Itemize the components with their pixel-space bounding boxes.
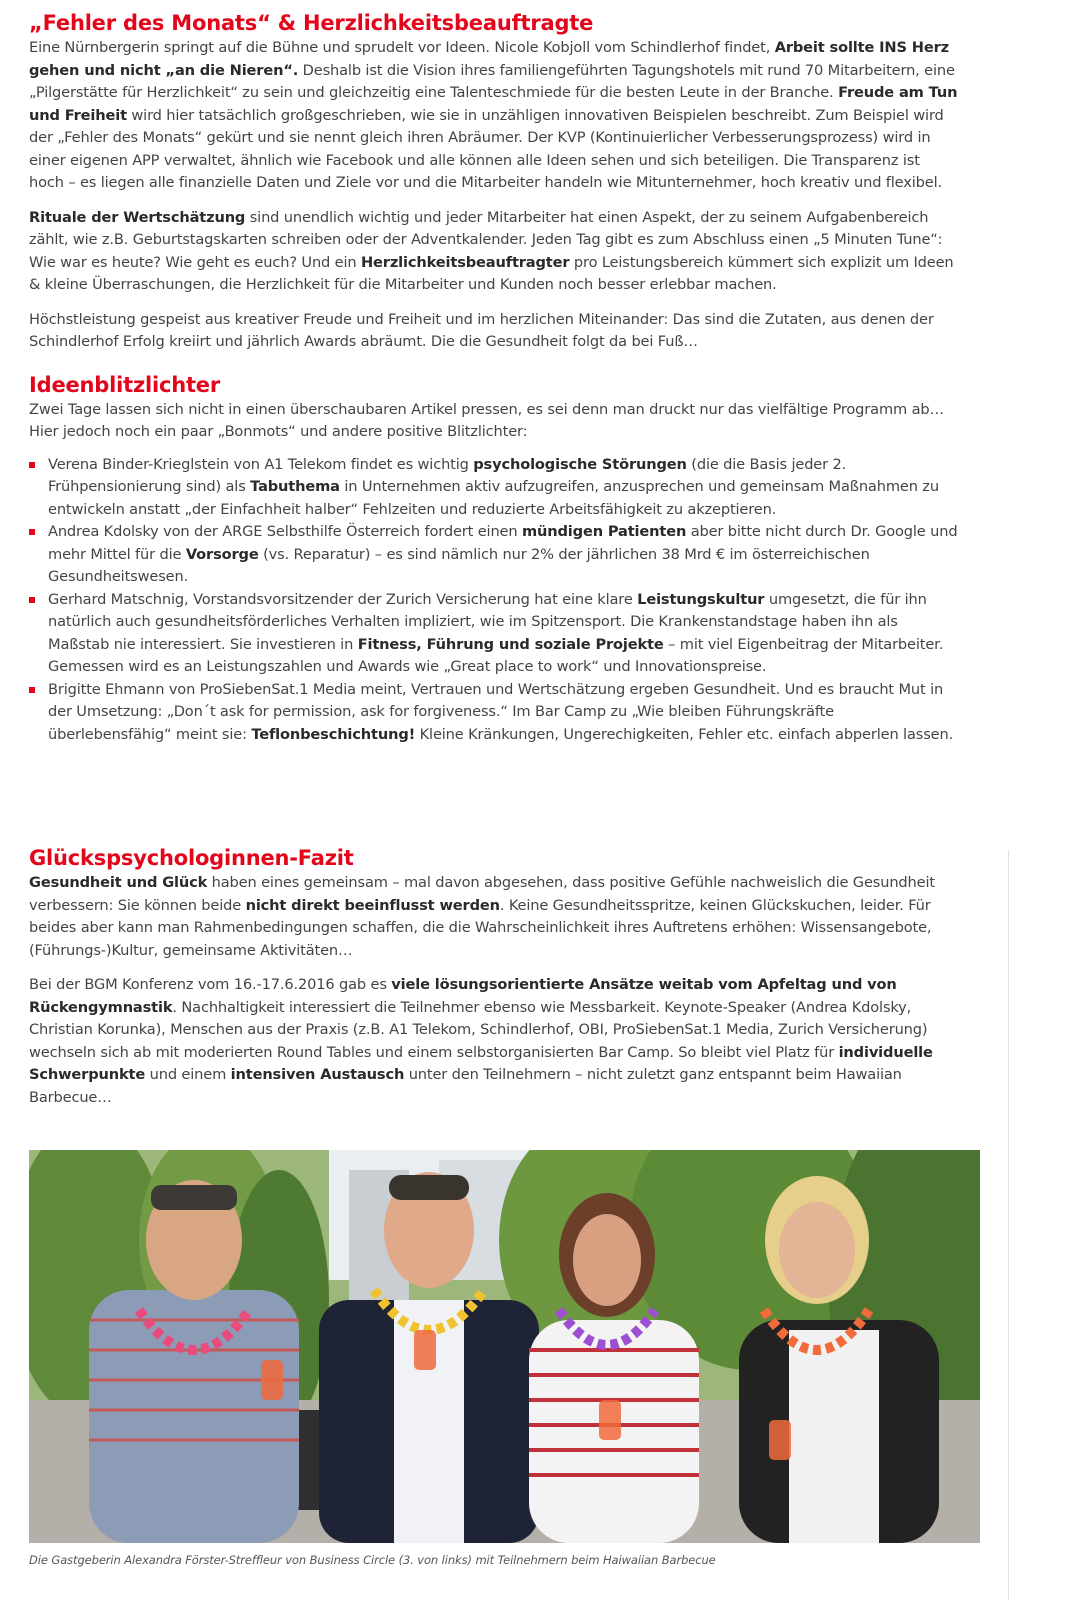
list-item: [29, 679, 959, 747]
section-ideenblitzlichter: [29, 372, 959, 747]
section-heading: Glückspsychologinnen-Fazit: [29, 846, 354, 870]
section-glueckspsychologinnen-fazit: [29, 845, 964, 1109]
list-item: [29, 589, 959, 679]
bold-text: Vorsorge: [185, 545, 259, 563]
bullet-list: [29, 454, 959, 747]
bullet-icon: [29, 462, 35, 468]
paragraph: [29, 207, 959, 297]
text-run: Eine Nürnbergerin springt auf die Bühne und sprudelt vor Ideen. Nicole Kobjoll vom Schindlerhof findet,: [29, 39, 775, 56]
article-lower: [29, 845, 964, 1123]
text-run: umgesetzt, die für ihn natürlich auch gesundheitsförderliches Verhalten impliziert, wie im Spitzensport. Die Krankenstandstage haben ihn als Maßstab nie interessiert. Sie investieren in: [48, 590, 927, 653]
text-run: Bei der BGM Konferenz vom 16.-17.6.2016 gab es: [29, 976, 392, 993]
text-run: Gerhard Matschnig, Vorstandsvorsitzender der Zurich Versicherung hat eine klare: [48, 590, 638, 608]
text-run: in Unternehmen aktiv aufzugreifen, anzusprechen und gemeinsam Maßnahmen zu entwickeln anstatt „der Einfachheit halber“ Fehlzeiten und reduzierte Arbeitsfähigkeit zu akzeptieren.: [48, 478, 939, 518]
paragraph: [29, 37, 959, 195]
bold-text: Herzlichkeitsbeauftragter: [360, 253, 570, 271]
list-item-text: [48, 456, 939, 518]
text-run: Zwei Tage lassen sich nicht in einen überschaubaren Artikel pressen, es sei denn man druckt nur das vielfältige Programm ab… Hier jedoch noch ein paar „Bonmots“ und andere positive Blitzlichter:: [29, 400, 944, 440]
bold-text: psychologische Störungen: [473, 455, 687, 473]
bold-text: Arbeit sollte INS Herz gehen und nicht „an die Nieren“.: [29, 39, 949, 79]
section-heading: Ideenblitzlichter: [29, 372, 221, 397]
text-run: Deshalb ist die Vision ihres familiengeführten Tagungshotels mit rund 70 Mitarbeitern, eine „Pilgerstätte für Herzlichkeit“ zu sein und gleichzeitig eine Talenteschmiede für die besten Leute in der Branche.: [29, 61, 955, 101]
text-run: unter den Teilnehmern – nicht zuletzt ganz entspannt beim Hawaiian Barbecue…: [29, 1066, 902, 1106]
bold-text: Leistungskultur: [637, 590, 765, 608]
paragraph: [29, 399, 959, 444]
bold-text: viele lösungsorientierte Ansätze weitab vom Apfeltag und von Rückengymnastik: [29, 976, 897, 1016]
divider-line: [1008, 850, 1009, 1600]
text-run: haben eines gemeinsam – mal davon abgesehen, dass positive Gefühle nachweislich die Gesundheit verbessern: Sie können beide: [29, 874, 935, 914]
paragraph: [29, 872, 964, 962]
text-run: – mit viel Eigenbeitrag der Mitarbeiter. Gemessen wird es an Leistungszahlen und Awards wie „Great place to work“ und Innovationspreise.: [48, 635, 944, 675]
bold-text: intensiven Austausch: [230, 1066, 405, 1083]
text-run: Verena Binder-Krieglstein von A1 Telekom findet es wichtig: [48, 455, 474, 473]
text-run: Höchstleistung gespeist aus kreativer Freude und Freiheit und im herzlichen Miteinander: Das sind die Zutaten, aus denen der Schindlerhof Erfolg kreiirt und jährlich Awards abräumt. Die die Gesundheit folgt da bei Fuß…: [29, 310, 934, 350]
list-item-text: [48, 591, 943, 676]
text-run: . Keine Gesundheitsspritze, keinen Glückskuchen, leider. Für beides aber kann man Rahmenbedingungen schaffen, die die Wahrscheinlichkeit ihres Auftretens erhöhen: Wissensangebote, (Führungs-)Kultur, gemeinsame Aktivitäten…: [29, 896, 932, 959]
text-run: Brigitte Ehmann von ProSiebenSat.1 Media meint, Vertrauen und Wertschätzung ergeben Gesundheit. Und es braucht Mut in der Umsetzung: „Don´t ask for permission, ask for forgiveness.“ Im Bar Camp zu „Wie bleiben Führungskräfte überlebensfähig“ meint sie:: [48, 680, 944, 743]
list-item-text: [48, 523, 957, 585]
event-photo: [29, 1150, 980, 1543]
bold-text: mündigen Patienten: [521, 523, 687, 540]
bold-text: Rituale der Wertschätzung: [29, 208, 246, 226]
text-run: aber bitte nicht durch Dr. Google und mehr Mittel für die: [48, 523, 958, 563]
paragraph: [29, 309, 959, 354]
text-run: Andrea Kdolsky von der ARGE Selbsthilfe Österreich fordert einen: [48, 523, 522, 540]
list-item-text: [48, 681, 953, 743]
bullet-icon: [29, 597, 35, 603]
text-run: (vs. Reparatur) – es sind nämlich nur 2% der jährlichen 38 Mrd € im österreichischen Gesundheitswesen.: [48, 545, 870, 585]
bold-text: nicht direkt beeinflusst werden: [245, 896, 500, 914]
bold-text: Fitness, Führung und soziale Projekte: [357, 635, 664, 653]
paragraph: [29, 974, 964, 1109]
text-run: pro Leistungsbereich kümmert sich explizit um Ideen & kleine Überraschungen, die Herzlichkeit für die Mitarbeiter und Kunden noch besser erlebbar machen.: [29, 253, 954, 293]
text-run: und einem: [145, 1066, 231, 1083]
bullet-icon: [29, 687, 35, 693]
text-run: wird hier tatsächlich großgeschrieben, wie sie in unzähligen innovativen Beispielen beschreibt. Zum Beispiel wird der „Fehler des Monats“ gekürt und sie nennt gleich ihren Abräumer. Der KVP (Kontinuierlicher Verbesserungsprozess) wird in einer eigenen APP verwaltet, ähnlich wie Facebook und alle können alle Ideen sehen und sich beteiligen. Die Transparenz ist hoch – es liegen alle finanzielle Daten und Ziele vor und die Mitarbeiter handeln wie Mitunternehmer, hoch kreativ und flexibel.: [29, 106, 944, 191]
article-upper: [29, 10, 959, 760]
bullet-icon: [29, 529, 35, 535]
bold-text: individuelle Schwerpunkte: [29, 1043, 933, 1083]
text-run: (die die Basis jeder 2. Frühpensionierung sind) als: [48, 455, 847, 495]
bold-text: Gesundheit und Glück: [29, 874, 208, 891]
bold-text: Teflonbeschichtung!: [251, 725, 416, 743]
section-heading: „Fehler des Monats“ & Herzlichkeitsbeauftragte: [29, 11, 594, 35]
bold-text: Tabuthema: [250, 478, 340, 495]
photo-illustration: [29, 1150, 980, 1543]
text-run: Kleine Kränkungen, Ungerechigkeiten, Fehler etc. einfach abperlen lassen.: [415, 725, 954, 743]
text-run: . Nachhaltigkeit interessiert die Teilnehmer ebenso wie Messbarkeit. Keynote-Speaker (Andrea Kdolsky, Christian Korunka), Menschen aus der Praxis (z.B. A1 Telekom, Schindlerhof, OBI, ProSiebenSat.1 Media, Zurich Versicherung) wechseln sich ab mit moderierten Round Tables und einem selbstorganisierten Bar Camp. So bleibt viel Platz für: [29, 998, 928, 1061]
photo-caption: Die Gastgeberin Alexandra Förster-Streffleur von Business Circle (3. von links) mit Teilnehmern beim Haiwaiian Barbecue: [29, 1553, 716, 1567]
text-run: sind unendlich wichtig und jeder Mitarbeiter hat einen Aspekt, der zu seinem Aufgabenbereich zählt, wie z.B. Geburtstagskarten schreiben oder der Adventkalender. Jeden Tag gibt es zum Abschluss einen „5 Minuten Tune“: Wie war es heute? Wie geht es euch? Und ein: [29, 208, 943, 271]
section-fehler-des-monats: [29, 10, 959, 354]
bold-text: Freude am Tun und Freiheit: [29, 84, 958, 124]
list-item: [29, 521, 959, 589]
list-item: [29, 454, 959, 522]
